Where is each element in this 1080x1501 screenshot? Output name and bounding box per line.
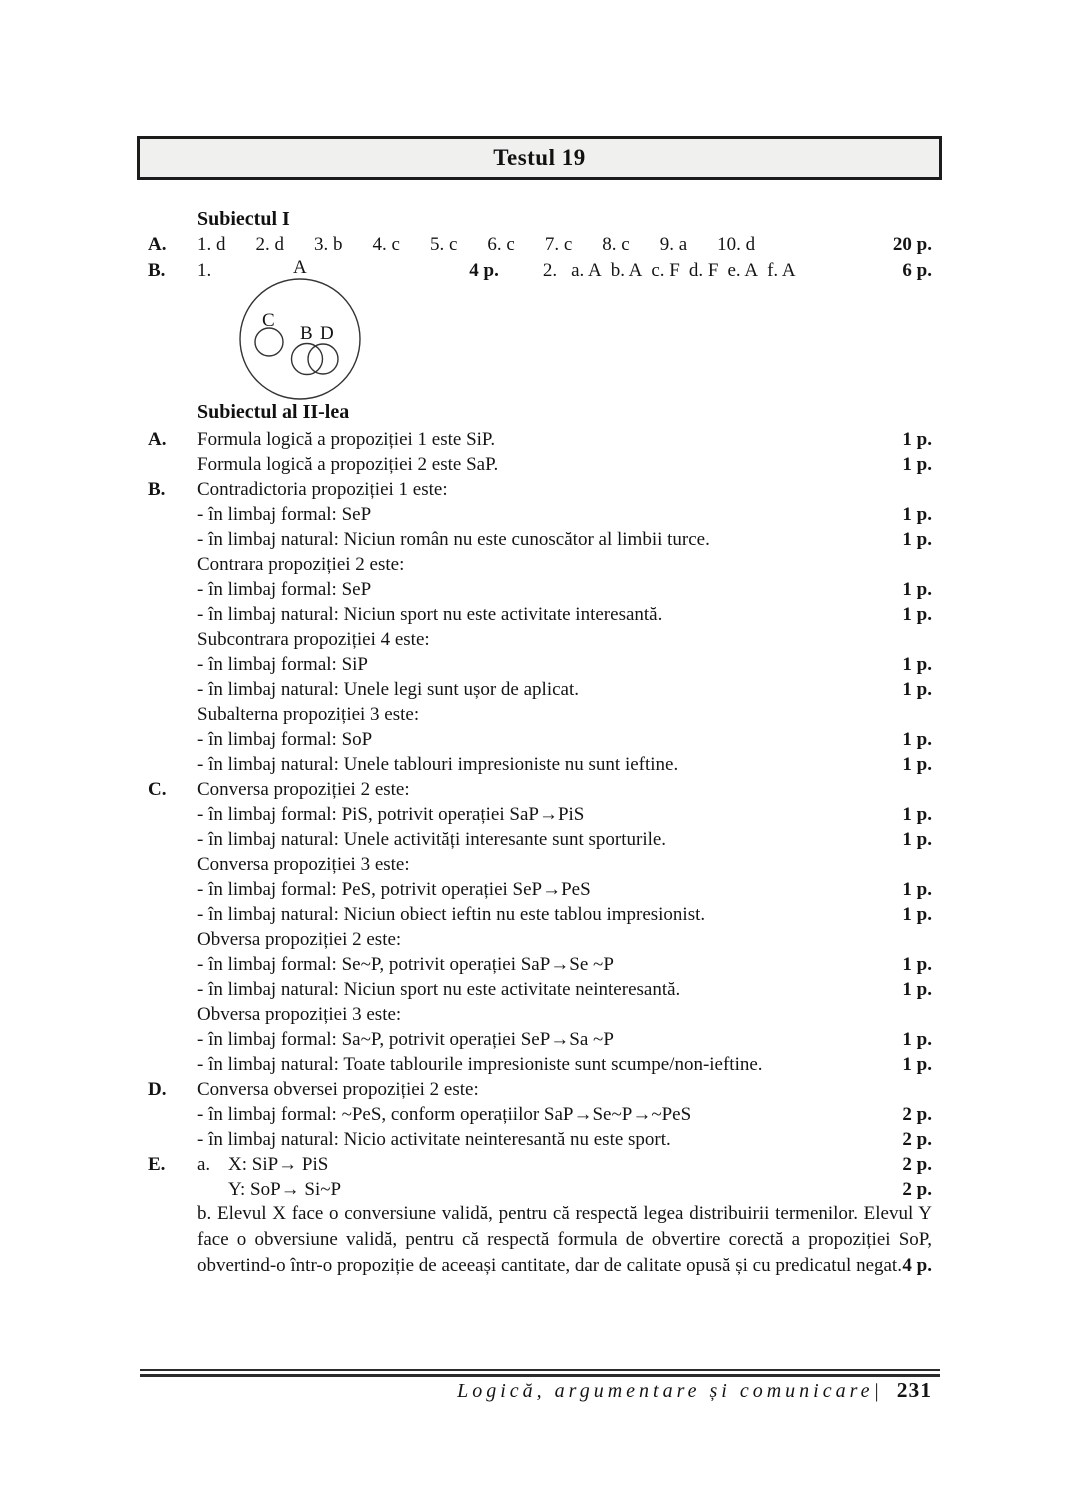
line-label [148,952,197,977]
answer-line [148,752,932,777]
line-text: Contrara propoziției 2 este: [197,554,405,575]
line-text: - în limbaj natural: Niciun român nu este cunoscător al limbii turce. [197,529,710,550]
line-text: Y: SoP→ Si~P [228,1179,342,1200]
venn-mid-label: B [300,323,313,344]
line-text: - în limbaj natural: Unele activități interesante sunt sporturile. [197,829,667,850]
line-points: 1 p. [902,579,932,600]
venn-diagram [230,254,382,404]
line-points: 1 p. [902,729,932,750]
line-text: X: SiP→ PiS [228,1154,329,1175]
answer-line [148,602,932,627]
answer-item: e. A [727,260,759,281]
line-text: Conversa propoziției 3 este: [197,854,410,875]
line-text: - în limbaj natural: Unele legi sunt ușor de aplicat. [197,679,580,700]
subject2-heading: Subiectul al II-lea [197,401,350,423]
answer-line [148,727,932,752]
answer-line [148,577,932,602]
answer-line [148,1152,932,1177]
line-points: 1 p. [902,979,932,1000]
line-label [148,552,197,577]
line-text: - în limbaj formal: PiS, potrivit operației SaP→PiS [197,804,585,825]
line-points: 1 p. [902,879,932,900]
line-points [872,477,932,502]
line-label [148,802,197,827]
line-label [148,1102,197,1127]
line-label [148,852,197,877]
answer-item: 1. d [197,234,226,255]
line-points: 1 p. [902,754,932,775]
answer-item: 6. c [487,234,515,255]
line-label [148,602,197,627]
line-text: - în limbaj formal: SeP [197,579,372,600]
line-text: - în limbaj formal: Se~P, potrivit operației SaP→Se ~P [197,954,614,975]
test-title: Testul 19 [493,145,586,170]
line-points: 2 p. [902,1154,932,1175]
answer-item: c. F [651,260,680,281]
row-a-points: 20 p. [892,234,932,255]
answer-line [148,477,932,502]
line-label: A. [148,429,167,450]
footer [148,1378,932,1403]
line-points [872,852,932,877]
line-text: - în limbaj formal: SeP [197,504,372,525]
line-label [148,527,197,552]
line-points [872,1002,932,1027]
line-points: 2 p. [902,1129,932,1150]
line-label: E. [148,1154,166,1175]
line-label [148,1027,197,1052]
line-text: - în limbaj natural: Nicio activitate neinteresantă nu este sport. [197,1129,671,1150]
answer-item: b. A [610,260,643,281]
answer-line [148,527,932,552]
line-text: - în limbaj formal: SoP [197,729,373,750]
answer-line [148,1127,932,1152]
answer-item: d. F [688,260,719,281]
line-text: - în limbaj natural: Unele tablouri impresioniste nu sunt ieftine. [197,754,679,775]
line-label [148,652,197,677]
line-label [148,1002,197,1027]
answer-item: 4. c [372,234,400,255]
answer-line [148,802,932,827]
line-points: 1 p. [902,1029,932,1050]
line-points: 1 p. [902,604,932,625]
line-text: Conversa obversei propoziției 2 este: [197,1079,479,1100]
line-text: Formula logică a propoziției 2 este SaP. [197,454,499,475]
line-label [148,927,197,952]
answer-item: 2. d [255,234,284,255]
answer-line [148,1177,932,1202]
line-text: - în limbaj formal: SiP [197,654,368,675]
answer-line [148,927,932,952]
line-text: - în limbaj formal: Sa~P, potrivit operației SeP→Sa ~P [197,1029,614,1050]
item-eb-paragraph [197,1201,932,1279]
line-label [148,1177,197,1202]
answer-line [148,1002,932,1027]
answer-line [148,702,932,727]
answer-item: 5. c [429,234,458,255]
answer-line [148,852,932,877]
line-points: 1 p. [902,429,932,450]
answer-item: 10. d [717,234,756,255]
line-points: 1 p. [902,504,932,525]
answer-item: f. A [767,260,796,281]
line-text: Subalterna propoziției 3 este: [197,704,420,725]
row-b-answers [571,258,795,284]
line-points [872,552,932,577]
answer-item: 9. a [659,234,688,255]
line-points: 1 p. [902,529,932,550]
line-points: 2 p. [902,1179,932,1200]
answer-line [148,552,932,577]
answer-line [148,677,932,702]
answer-line [148,777,932,802]
line-text: Conversa propoziției 2 este: [197,779,410,800]
paragraph-points: 4 p. [902,1255,932,1276]
venn-mid-circle [292,344,323,375]
line-points [872,927,932,952]
answer-line [148,502,932,527]
line-points [872,777,932,802]
answer-line [148,1102,932,1127]
line-label [148,877,197,902]
venn-right-label: D [320,323,334,344]
line-text: Obversa propoziției 2 este: [197,929,402,950]
footer-rule [140,1369,940,1377]
line-points: 1 p. [902,954,932,975]
line-label: B. [148,479,166,500]
line-label: D. [148,1079,167,1100]
line-label [148,577,197,602]
answer-line [148,452,932,477]
test-title-box [137,136,942,180]
row-b-label: B. [148,260,166,281]
answer-line [148,652,932,677]
answer-item: 8. c [602,234,630,255]
line-points [872,702,932,727]
answer-item: a. A [571,260,602,281]
line-text: Formula logică a propoziției 1 este SiP. [197,429,496,450]
line-text: - în limbaj formal: PeS, potrivit operației SeP→PeS [197,879,591,900]
line-label [148,502,197,527]
row-b-item1-points: 4 p. [469,260,499,281]
line-label [148,1052,197,1077]
answer-line [148,1077,932,1102]
answer-line [148,1027,932,1052]
line-sub-label: a. [197,1154,211,1175]
line-label [148,452,197,477]
line-label [148,627,197,652]
line-points: 1 p. [902,804,932,825]
row-b-item2-number: 2. [542,260,558,281]
line-label: C. [148,779,167,800]
line-points: 1 p. [902,829,932,850]
line-text: Contradictoria propoziției 1 este: [197,479,448,500]
line-text: - în limbaj natural: Niciun sport nu este activitate neinteresantă. [197,979,681,1000]
answer-line [148,877,932,902]
line-points: 1 p. [902,454,932,475]
line-text: - în limbaj natural: Niciun sport nu este activitate interesantă. [197,604,663,625]
row-b-points: 6 p. [902,260,932,281]
line-label [148,977,197,1002]
line-text: - în limbaj formal: ~PeS, conform operațiilor SaP→Se~P→~PeS [197,1104,692,1125]
answer-item: 3. b [314,234,343,255]
answer-line [148,827,932,852]
answer-line [148,427,932,452]
footer-book-title: Logică, argumentare și comunicare| [457,1380,883,1402]
line-points [872,1077,932,1102]
line-points: 1 p. [902,679,932,700]
line-text: - în limbaj natural: Niciun obiect ieftin nu este tablou impresionist. [197,904,706,925]
answer-line [148,627,932,652]
subject2-lines [148,427,932,1202]
venn-left-label: C [262,310,275,331]
line-text: Subcontrara propoziției 4 este: [197,629,430,650]
line-text: Obversa propoziției 3 este: [197,1004,402,1025]
line-label [148,677,197,702]
footer-page-number: 231 [896,1378,932,1402]
line-label [148,727,197,752]
row-b-item1-number: 1. [197,260,212,281]
answer-line [148,902,932,927]
line-label [148,702,197,727]
line-points [872,627,932,652]
answer-item: 7. c [544,234,573,255]
line-label [148,902,197,927]
line-points: 2 p. [902,1104,932,1125]
subject1-heading: Subiectul I [197,208,290,230]
line-points: 1 p. [902,654,932,675]
answer-line [148,1052,932,1077]
venn-left-circle [255,328,283,356]
answer-line [148,977,932,1002]
line-label [148,827,197,852]
paragraph-text: b. Elevul X face o conversiune validă, pentru că respectă legea distribuirii termenilor. Elevul Y face o obversiune validă, pentru că respectă formula de obvertire corectă a propoziției SoP, obvertind-o într-o propoziție de aceeași cantitate, dar de calitate opusă și cu predicatul negat. [197,1203,932,1276]
line-points: 1 p. [902,1054,932,1075]
venn-outer-label: A [293,257,307,278]
line-points: 1 p. [902,904,932,925]
row-a-label: A. [148,234,167,255]
answer-line [148,952,932,977]
line-label [148,752,197,777]
line-text: - în limbaj natural: Toate tablourile impresioniste sunt scumpe/non-ieftine. [197,1054,763,1075]
line-label [148,1127,197,1152]
